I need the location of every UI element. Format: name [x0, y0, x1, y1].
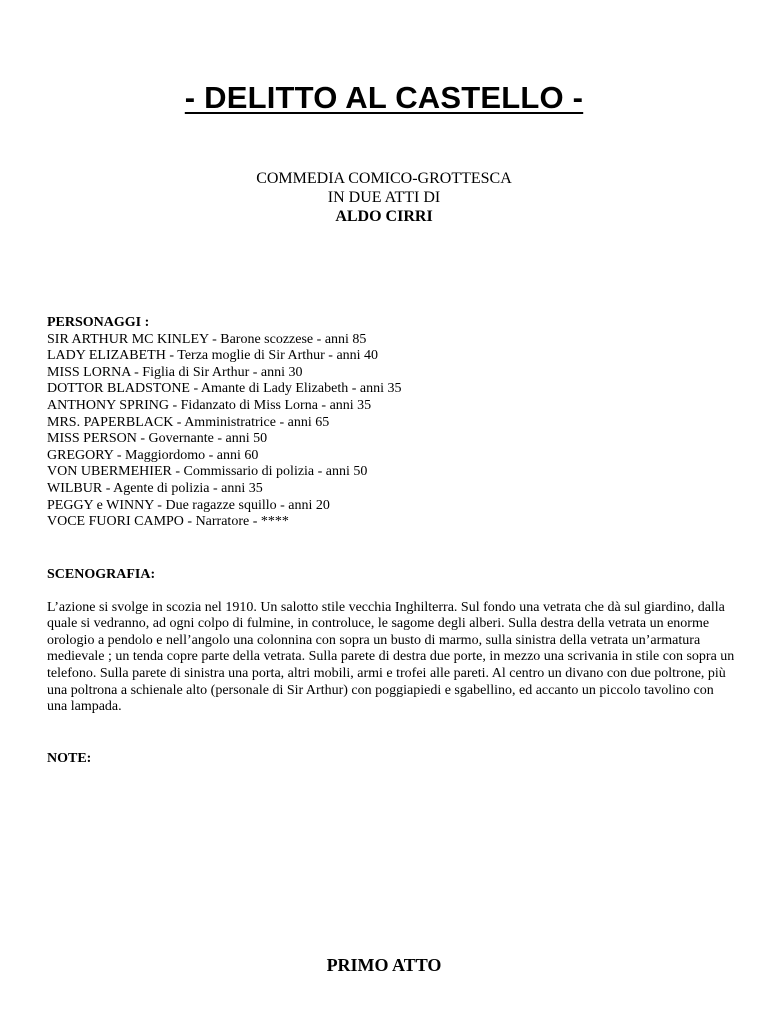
character-item: MISS PERSON - Governante - anni 50	[47, 431, 268, 447]
acts-line: IN DUE ATTI DI	[327, 189, 441, 206]
character-item: WILBUR - Agente di polizia - anni 35	[47, 480, 263, 496]
notes-section	[47, 751, 737, 768]
character-item: SIR ARTHUR MC KINLEY - Barone scozzese - anni 85	[47, 331, 367, 347]
character-item: LADY ELIZABETH - Terza moglie di Sir Arthur - anni 40	[47, 348, 379, 364]
genre-line: COMMEDIA COMICO-GROTTESCA	[256, 170, 512, 187]
character-item: VON UBERMEHIER - Commissario di polizia - anni 50	[47, 464, 368, 480]
play-title-text: - DELITTO AL CASTELLO -	[184, 80, 584, 115]
play-title	[0, 80, 768, 116]
scenography-paragraph: L’azione si svolge in scozia nel 1910. Un salotto stile vecchia Inghilterra. Sul fondo una vetrata che dà sul giardino, dalla quale si vedranno, ad ogni colpo di fulmine, in controluce, le sagome degli alberi. Sulla destra della vetrata un enorme orologio a pendolo e nell’angolo una colonnina con sopra un busto di marmo, sulla sinistra della vetrata un’armatura medievale ; un tenda copre parte della vetrata. Sulla parete di destra due porte, in mezzo una scrivania in stile con sopra un telefono. Sulla parete di sinistra una porta, altri mobili, armi e trofei alle pareti. Al centro un divano con due poltrone, più una poltrona a schienale alto (personale di Sir Arthur) con poggiapiedi e sgabellino, ed accanto un piccolo tavolino con una lampada.	[47, 599, 735, 715]
character-item: VOCE FUORI CAMPO - Narratore - ****	[47, 514, 289, 530]
act-heading: PRIMO ATTO	[326, 955, 442, 975]
scenography-section	[47, 567, 737, 716]
characters-list	[47, 332, 737, 531]
scenography-heading: SCENOGRAFIA:	[47, 567, 156, 582]
character-item: MISS LORNA - Figlia di Sir Arthur - anni 30	[47, 364, 303, 380]
characters-heading: PERSONAGGI :	[47, 315, 150, 330]
subtitle-block	[0, 169, 768, 226]
notes-heading: NOTE:	[47, 751, 92, 766]
character-item: MRS. PAPERBLACK - Amministratrice - anni 65	[47, 414, 330, 430]
character-item: PEGGY e WINNY - Due ragazze squillo - anni 20	[47, 497, 330, 513]
characters-section	[47, 315, 737, 531]
character-item: ANTHONY SPRING - Fidanzato di Miss Lorna - anni 35	[47, 397, 372, 413]
character-item: DOTTOR BLADSTONE - Amante di Lady Elizabeth - anni 35	[47, 381, 402, 397]
character-item: GREGORY - Maggiordomo - anni 60	[47, 447, 259, 463]
author-name: ALDO CIRRI	[335, 208, 433, 225]
